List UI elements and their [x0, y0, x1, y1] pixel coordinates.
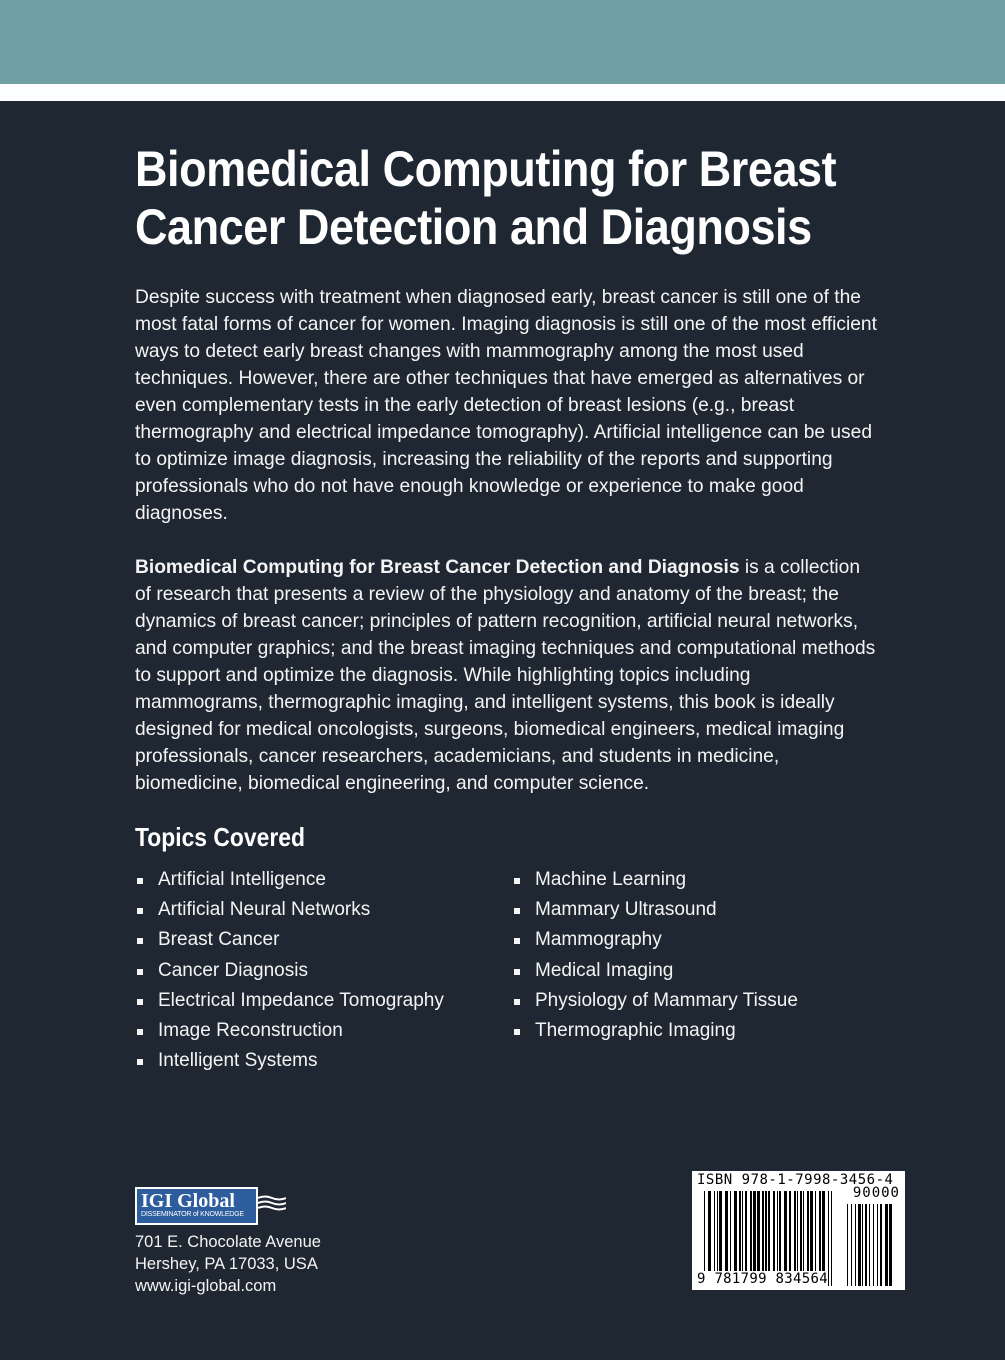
topic-item: Artificial Intelligence — [135, 865, 444, 895]
topic-item: Mammography — [512, 925, 798, 955]
address-line-1: 701 E. Chocolate Avenue — [135, 1233, 321, 1251]
logo-tagline: DISSEMINATOR of KNOWLEDGE — [141, 1211, 244, 1218]
white-stripe — [0, 84, 1005, 101]
barcode-bar — [885, 1204, 888, 1286]
barcode-bar — [889, 1204, 892, 1286]
topic-item: Mammary Ultrasound — [512, 895, 798, 925]
isbn-barcode — [692, 1171, 905, 1290]
logo-waves-icon — [258, 1195, 286, 1215]
topic-item: Thermographic Imaging — [512, 1016, 798, 1046]
top-color-band — [0, 0, 1005, 84]
barcode-bar — [862, 1204, 863, 1286]
description-paragraph: Despite success with treatment when diagnosed early, breast cancer is still one of the most fatal forms of cancer for women. Imaging diagnosis is still one of the most efficient ways to detect early breast changes with mammography among the most used techniques. However, there are other techniques that have emerged as alternatives or even complementary tests in the early detection of breast lesions (e.g., breast thermography and electrical impedance tomography). Artificial intelligence can be used to optimize image diagnosis, increasing the reliability of the reports and supporting professionals who do not have enough knowledge or experience to make good diagnoses. — [135, 287, 877, 524]
igi-global-logo — [135, 1187, 258, 1225]
publisher-address — [135, 1231, 321, 1297]
barcode-bar — [851, 1204, 852, 1286]
barcode-bar — [828, 1191, 829, 1286]
summary-title-bold: Biomedical Computing for Breast Cancer Detection and Diagnosis — [135, 557, 740, 578]
topic-item: Physiology of Mammary Tissue — [512, 986, 798, 1016]
barcode-bar — [831, 1191, 832, 1286]
addon-barcode-bars — [847, 1204, 899, 1286]
barcode-bar — [877, 1204, 878, 1286]
topic-item: Intelligent Systems — [135, 1046, 444, 1076]
barcode-bar — [847, 1204, 848, 1286]
address-line-2: Hershey, PA 17033, USA — [135, 1255, 318, 1273]
barcode-bar — [880, 1204, 882, 1286]
topics-list-right — [512, 865, 798, 1046]
barcode-bar — [858, 1204, 861, 1286]
topic-item: Electrical Impedance Tomography — [135, 986, 444, 1016]
barcode-bar — [873, 1204, 874, 1286]
topics-heading: Topics Covered — [135, 822, 305, 852]
barcode-bar — [865, 1204, 867, 1286]
topic-item: Breast Cancer — [135, 925, 444, 955]
topic-item: Image Reconstruction — [135, 1016, 444, 1046]
topics-list-left — [135, 865, 444, 1076]
isbn-text: ISBN 978-1-7998-3456-4 — [697, 1172, 894, 1188]
summary-text: is a collection of research that presents a review of the physiology and anatomy of the breast; the dynamics of breast cancer; principles of pattern recognition, artificial neural networks, and computer graphics; and the breast imaging techniques and computational methods to support and optimize the diagnosis. While highlighting topics including mammograms, thermographic imaging, and intelligent systems, this book is ideally designed for medical oncologists, surgeons, biomedical engineers, medical imaging professionals, cancer researchers, academicians, and students in medicine, biomedicine, biomedical engineering, and computer science. — [135, 557, 876, 794]
summary-paragraph — [135, 554, 880, 797]
logo-name: IGI Global — [141, 1190, 235, 1212]
ean-number: 9 781799 834564 — [697, 1271, 828, 1287]
book-title: Biomedical Computing for Breast Cancer Detection and Diagnosis — [135, 141, 837, 255]
topic-item: Medical Imaging — [512, 956, 798, 986]
topic-item: Cancer Diagnosis — [135, 956, 444, 986]
barcode-bar — [855, 1204, 856, 1286]
publisher-website: www.igi-global.com — [135, 1277, 277, 1295]
barcode-bar — [869, 1204, 870, 1286]
topic-item: Machine Learning — [512, 865, 798, 895]
price-addon-code: 90000 — [852, 1185, 900, 1201]
topic-item: Artificial Neural Networks — [135, 895, 444, 925]
